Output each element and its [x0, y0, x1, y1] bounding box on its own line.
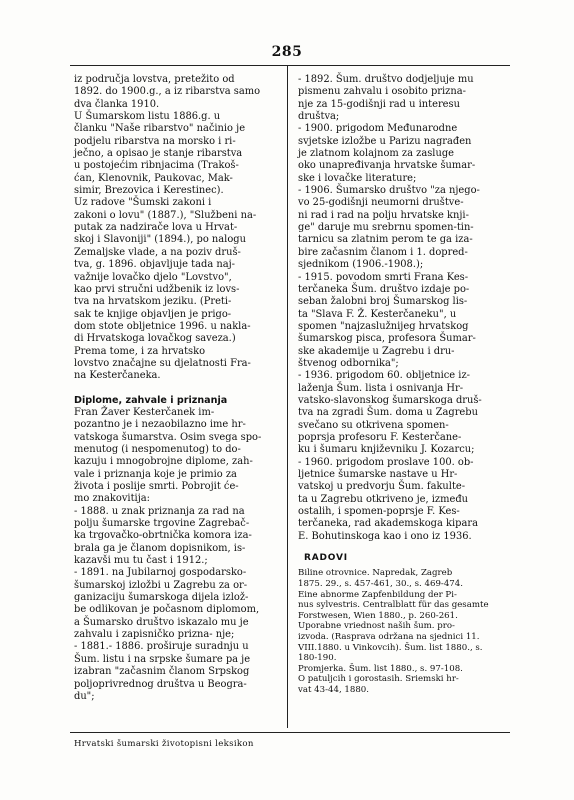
reference-line: VIII.1880. u Vinkovcih). Šum. list 1880., s. — [298, 642, 483, 653]
radovi-list — [298, 568, 508, 695]
text-line: putak za nadzirače lova u Hrvat- — [74, 222, 238, 234]
text-line: terčaneka Šum. društvo izdaje po- — [298, 283, 470, 295]
text-line: Zemaljske vlade, a na poziv druš- — [74, 246, 241, 258]
reference-line: O patuljcih i gorostasih. Sriemski hr- — [298, 674, 459, 685]
reference-line: Forstwesen, Wien 1880., p. 260-261. — [298, 610, 458, 621]
text-line: kazavši mu tu čast i 1912.; — [74, 555, 208, 567]
text-line: zakoni o lovu" (1887.), "Službeni na- — [74, 209, 257, 221]
right-column — [298, 74, 508, 696]
text-line: seban žalobni broj Šumarskog lis- — [298, 296, 468, 308]
text-line: be odlikovan je počasnom diplomom, — [74, 604, 260, 616]
text-line: ječno, a opisao je stanje ribarstva — [74, 148, 243, 160]
text-line: sak te knjige objavljen je prigo- — [74, 308, 232, 320]
text-line: važnije lovačko djelo "Lovstvo", — [74, 271, 232, 283]
text-line: na Kesterčaneka. — [74, 370, 161, 382]
text-line: simir, Brezovica i Kerestinec). — [74, 185, 224, 197]
header-rule — [70, 65, 510, 66]
text-line: skoj i Slavoniji" (1894.), po nalogu — [74, 234, 246, 246]
section-body — [74, 407, 284, 703]
reference-line: Biline otrovnice. Napredak, Zagreb — [298, 568, 453, 579]
text-line: poljoprivrednog društva u Beogra- — [74, 678, 247, 690]
footer-rule — [70, 732, 510, 733]
text-line: Uz radove "Šumski zakoni i — [74, 197, 212, 209]
text-line: lovstvo značajne su djelatnosti Fra- — [74, 357, 251, 369]
reference-line: 1875. 29., s. 457-461, 30., s. 469-474. — [298, 579, 463, 589]
text-line: štvenog odbornika"; — [298, 357, 399, 369]
text-line: vo 25-godišnji neumorni društve- — [298, 197, 464, 209]
text-line: polju šumarske trgovine Zagrebač- — [74, 518, 250, 530]
text-line: društva; — [298, 111, 340, 123]
text-line: šumarskog pisca, profesora Šumar- — [298, 333, 476, 345]
text-line: članku "Naše ribarstvo" načinio je — [74, 123, 246, 135]
text-line: u postojećim ribnjacima (Trakoš- — [74, 160, 239, 172]
text-line: vatsko-slavonskog šumarskoga druš- — [298, 394, 482, 406]
text-line: Šum. listu i na srpske šumare pa je — [74, 653, 251, 665]
radovi-gap — [298, 543, 508, 552]
text-line: du"; — [74, 690, 95, 702]
text-line: a Šumarsko društvo iskazalo mu je — [74, 616, 249, 628]
reference-line: Eine abnorme Zapfenbildung der Pi- — [298, 589, 457, 600]
text-line: tva, g. 1896. objavljuje tada naj- — [74, 259, 235, 271]
text-line: ćan, Klenovnik, Paukovac, Mak- — [74, 172, 233, 184]
section-heading: Diplome, zahvale i priznanja — [74, 394, 228, 406]
text-line: - 1936. prigodom 60. obljetnice iz- — [298, 370, 470, 382]
left-column — [74, 74, 284, 703]
text-line: - 1881.- 1886. proširuje suradnju u — [74, 641, 249, 653]
text-line: sjednikom (1906.-1908.); — [298, 259, 424, 271]
text-line: ta u Zagrebu otkriveno je, između — [298, 493, 469, 505]
text-line: poprsja profesoru F. Kesterčane- — [298, 431, 462, 443]
text-line: brala ga je članom dopisnikom, is- — [74, 542, 246, 554]
text-line: U Šumarskom listu 1886.g. u — [74, 111, 221, 123]
text-line: ka trgovačko-obrtnička komora iza- — [74, 530, 252, 542]
text-line: iz područja lovstva, pretežito od — [74, 74, 235, 85]
text-line: menutog (i nespomenutog) to do- — [74, 443, 241, 455]
reference-line: izvoda. (Rasprava održana na sjednici 11. — [298, 631, 480, 642]
text-line: kao prvi stručni udžbenik iz lovs- — [74, 283, 240, 295]
reference-line: nus sylvestris. Centralblatt für das gesamte — [298, 600, 489, 611]
text-line: pismenu zahvalu i osobito prizna- — [298, 86, 466, 98]
text-line: Prema tome, i za hrvatsko — [74, 345, 206, 357]
text-line: vale i priznanja koje je primio za — [74, 468, 237, 480]
text-line: nje za 15-godišnji rad u interesu — [298, 98, 460, 110]
text-line: ljetnice šumarske nastave u Hr- — [298, 469, 458, 480]
left-column-body — [74, 74, 284, 383]
text-line: mo znakovitija: — [74, 493, 150, 505]
text-line: tarnicu sa zlatnim perom te ga iza- — [298, 234, 473, 246]
text-line: šumarskoj izložbi u Zagrebu za or- — [74, 579, 248, 591]
text-line: života i poslije smrti. Pobrojit će- — [74, 481, 239, 492]
reference-line: Uporabne vriednost naših šum. pro- — [298, 621, 455, 632]
text-line: laženja Šum. lista i osnivanja Hr- — [298, 382, 464, 394]
text-line: ku i šumaru književniku J. Kozarcu; — [298, 444, 475, 456]
text-line: tva na zgradi Šum. doma u Zagrebu — [298, 407, 478, 419]
text-line: - 1900. prigodom Međunarodne — [298, 123, 458, 135]
text-line: zahvalu i zapisničko prizna- nje; — [74, 629, 235, 641]
section-gap — [74, 383, 284, 395]
reference-line: vat 43-44, 1880. — [298, 684, 370, 695]
text-line: terčaneka, rad akademskoga kipara — [298, 518, 478, 530]
text-line: tva na hrvatskom jeziku. (Preti- — [74, 296, 232, 308]
text-line: ske akademije u Zagrebu i dru- — [298, 345, 455, 357]
text-line: vatskoj u predvorju Šum. fakulte- — [298, 481, 466, 493]
radovi-heading: RADOVI — [304, 553, 348, 564]
footer-text: Hrvatski šumarski životopisni leksikon — [74, 739, 254, 749]
text-line: dom stote obljetnice 1996. u nakla- — [74, 320, 251, 332]
text-line: svečano su otkrivena spomen- — [298, 419, 449, 431]
text-line: izabran "začasnim članom Srpskog — [74, 666, 250, 678]
text-line: - 1906. Šumarsko društvo "za njego- — [298, 185, 480, 197]
text-line: kazuju i mnogobrojne diplome, zah- — [74, 456, 253, 468]
text-line: - 1891. na Jubilarnoj gospodarsko- — [74, 567, 247, 579]
text-line: spomen "najzaslužnijeg hrvatskog — [298, 320, 469, 332]
text-line: ni rad i rad na polju hrvatske knji- — [298, 209, 469, 221]
text-line: svjetske izložbe u Parizu nagrađen — [298, 135, 472, 147]
page-number: 285 — [271, 44, 303, 60]
text-line: - 1892. Šum. društvo dodjeljuje mu — [298, 74, 474, 85]
text-line: E. Bohutinskoga kao i ono iz 1936. — [298, 530, 472, 542]
text-line: - 1888. u znak priznanja za rad na — [74, 505, 245, 517]
text-line: pozantno je i nezaobilazno ime hr- — [74, 419, 246, 431]
text-line: ostalih, i spomen-poprsje F. Kes- — [298, 506, 460, 518]
text-line: - 1960. prigodom proslave 100. ob- — [298, 456, 474, 468]
right-column-body — [298, 74, 508, 543]
text-line: ta "Slava F. Ž. Kesterčaneku", u — [298, 308, 457, 320]
text-line: - 1915. povodom smrti Frana Kes- — [298, 271, 469, 283]
text-line: ganizaciju šumarskoga dijela izlož- — [74, 592, 249, 604]
text-line: ske i lovačke literature; — [298, 172, 417, 184]
text-line: 1892. do 1900.g., a iz ribarstva samo — [74, 86, 261, 98]
text-line: dva članka 1910. — [74, 98, 160, 110]
text-line: je zlatnom kolajnom za zasluge — [298, 148, 454, 160]
text-line: di Hrvatskoga lovačkog saveza.) — [74, 333, 236, 345]
text-line: bire začasnim članom i 1. dopred- — [298, 246, 468, 258]
text-line: oko unapređivanja hrvatske šumar- — [298, 160, 476, 172]
text-line: Fran Žaver Kesterčanek im- — [74, 406, 215, 418]
reference-line: 180-190. — [298, 653, 337, 664]
text-line: vatskoga šumarstva. Osim svega spo- — [74, 431, 262, 443]
column-divider — [287, 66, 288, 728]
text-line: ge" daruje mu srebrnu spomen-tin- — [298, 222, 474, 234]
reference-line: Promjerka. Šum. list 1880., s. 97-108. — [298, 663, 463, 674]
text-line: podjelu ribarstva na morsko i ri- — [74, 135, 236, 147]
